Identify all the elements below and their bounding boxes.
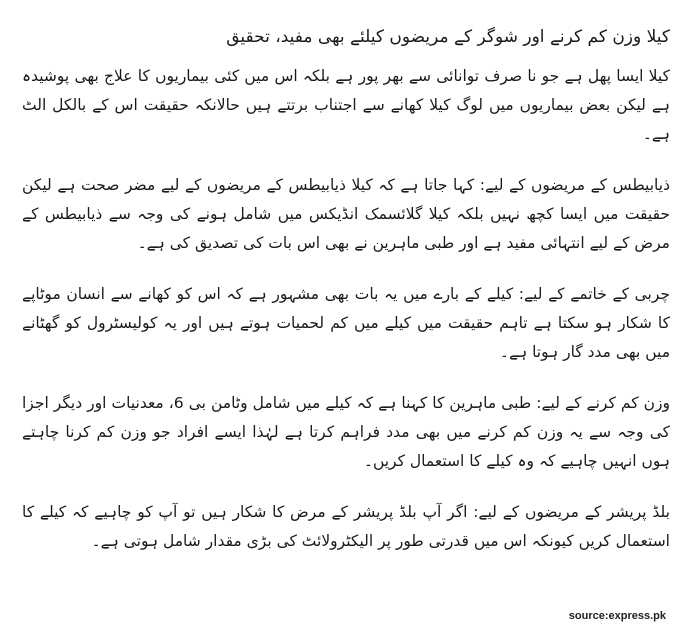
paragraph-lead: بلڈ پریشر کے مریضوں کے لیے:: [473, 503, 670, 521]
paragraph-lead: چربی کے خاتمے کے لیے:: [518, 285, 670, 303]
paragraph-fat: [22, 280, 670, 367]
paragraph-diabetes: [22, 171, 670, 258]
article-title: کیلا وزن کم کرنے اور شوگر کے مریضوں کیلئے بھی مفید، تحقیق: [226, 27, 670, 47]
paragraph-text: کہا جاتا ہے کہ کیلا ذیابیطس کے مریضوں کے لیے مضر صحت ہے لیکن حقیقت میں ایسا کچھ نہیں بلکہ کیلا گلائسمک انڈیکس میں شامل ہونے کی وجہ سے ذیابیطس کے مرض کے لیے انتہائی مفید ہے اور طبی ماہرین نے بھی اس بات کی تصدیق کی ہے۔: [22, 176, 670, 252]
paragraph-text: طبی ماہرین کا کہنا ہے کہ کیلے میں شامل وٹامن بی 6، معدنیات اور دیگر اجزا کی وجہ سے یہ وزن کم کرنے میں بھی مدد فراہم کرتا ہے لہٰذا ایسے افراد جو وزن کم کرنا چاہتے ہوں انہیں چاہیے کہ وہ کیلے کا استعمال کریں۔: [22, 394, 670, 470]
paragraph-weight-loss: [22, 389, 670, 476]
paragraph-text: اگر آپ بلڈ پریشر کے مرض کا شکار ہیں تو آپ کو چاہیے کہ کیلے کا استعمال کریں کیونکہ اس میں قدرتی طور پر الیکٹرولائٹ کی بڑی مقدار شامل ہوتی ہے۔: [22, 503, 670, 550]
paragraph-blood-pressure: [22, 498, 670, 556]
paragraph-text: کیلا ایسا پھل ہے جو نا صرف توانائی سے بھر پور ہے بلکہ اس میں کئی بیماریوں کا علاج بھی پوشیدہ ہے لیکن بعض بیماریوں میں لوگ کیلا کھانے سے اجتناب برتتے ہیں حالانکہ حقیقت اس کے بالکل الٹ ہے۔: [22, 67, 670, 143]
paragraph-lead: ذیابیطس کے مریضوں کے لیے:: [479, 176, 670, 194]
source-credit: source:express.pk: [568, 610, 666, 622]
paragraph-lead: وزن کم کرنے کے لیے:: [536, 394, 670, 412]
article: [22, 22, 670, 578]
paragraph-intro: [22, 62, 670, 149]
paragraph-text: کیلے کے بارے میں یہ بات بھی مشہور ہے کہ اس کو کھانے سے انسان موٹاپے کا شکار ہو سکتا ہے تاہم حقیقت میں کیلے میں کم لحمیات ہوتے ہیں اور یہ کولیسٹرول کو گھٹانے میں بھی مدد گار ہوتا ہے۔: [22, 285, 670, 361]
